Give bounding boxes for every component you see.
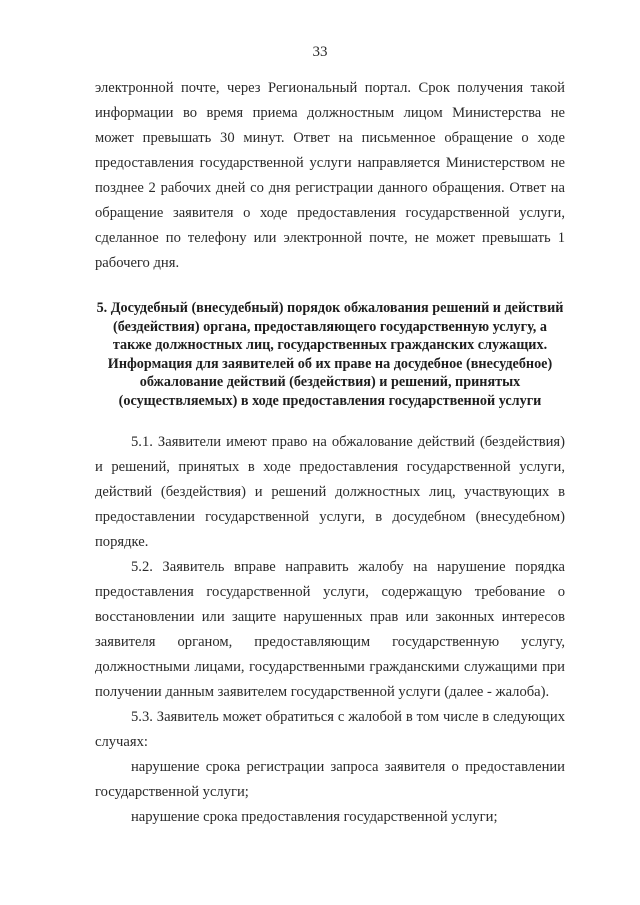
list-item: нарушение срока предоставления государственной услуги;: [131, 809, 498, 825]
intro-paragraph: электронной почте, через Региональный портал. Срок получения такой информации во время приема должностным лицом Министерства не может превышать 30 минут. Ответ на письменное обращение о ходе предоставления государственной услуги направляется Министерством не позднее 2 рабочих дней со дня регистрации данного обращения. Ответ на обращение заявителя о ходе предоставления государственной услуги, сделанное по телефону или электронной почте, не может превышать 1 рабочего дня.: [95, 80, 565, 271]
list-item: нарушение срока регистрации запроса заявителя о предоставлении государственной услуги;: [95, 759, 565, 800]
paragraph-5-2: 5.2. Заявитель вправе направить жалобу на нарушение порядка предоставления государственной услуги, содержащую требование о восстановлении или защите нарушенных прав или законных интересов заявителя органом, предоставляющим государственную услугу, должностными лицами, государственными гражданскими служащими при получении данным заявителем государственной услуги (далее - жалоба).: [95, 559, 565, 700]
paragraph-5-3: 5.3. Заявитель может обратиться с жалобой в том числе в следующих случаях:: [95, 709, 565, 750]
page-number: 33: [312, 44, 328, 60]
section-body: [95, 430, 565, 830]
intro-text: [95, 76, 565, 276]
section-heading: 5. Досудебный (внесудебный) порядок обжалования решений и действий (бездействия) органа, предоставляющего государственную услугу, а также должностных лиц, государственных гражданских служащих. Информация для заявителей об их праве на досудебное (внесудебное) обжалование действий (бездействия) и решений, принятых (осуществляемых) в ходе предоставления государственной услуги: [96, 300, 564, 409]
paragraph-5-1: 5.1. Заявители имеют право на обжалование действий (бездействия) и решений, принятых в ходе предоставления государственной услуги, действий (бездействия) и решений должностных лиц, участвующих в предоставлении государственной услуги, в досудебном (внесудебном) порядке.: [95, 434, 565, 550]
